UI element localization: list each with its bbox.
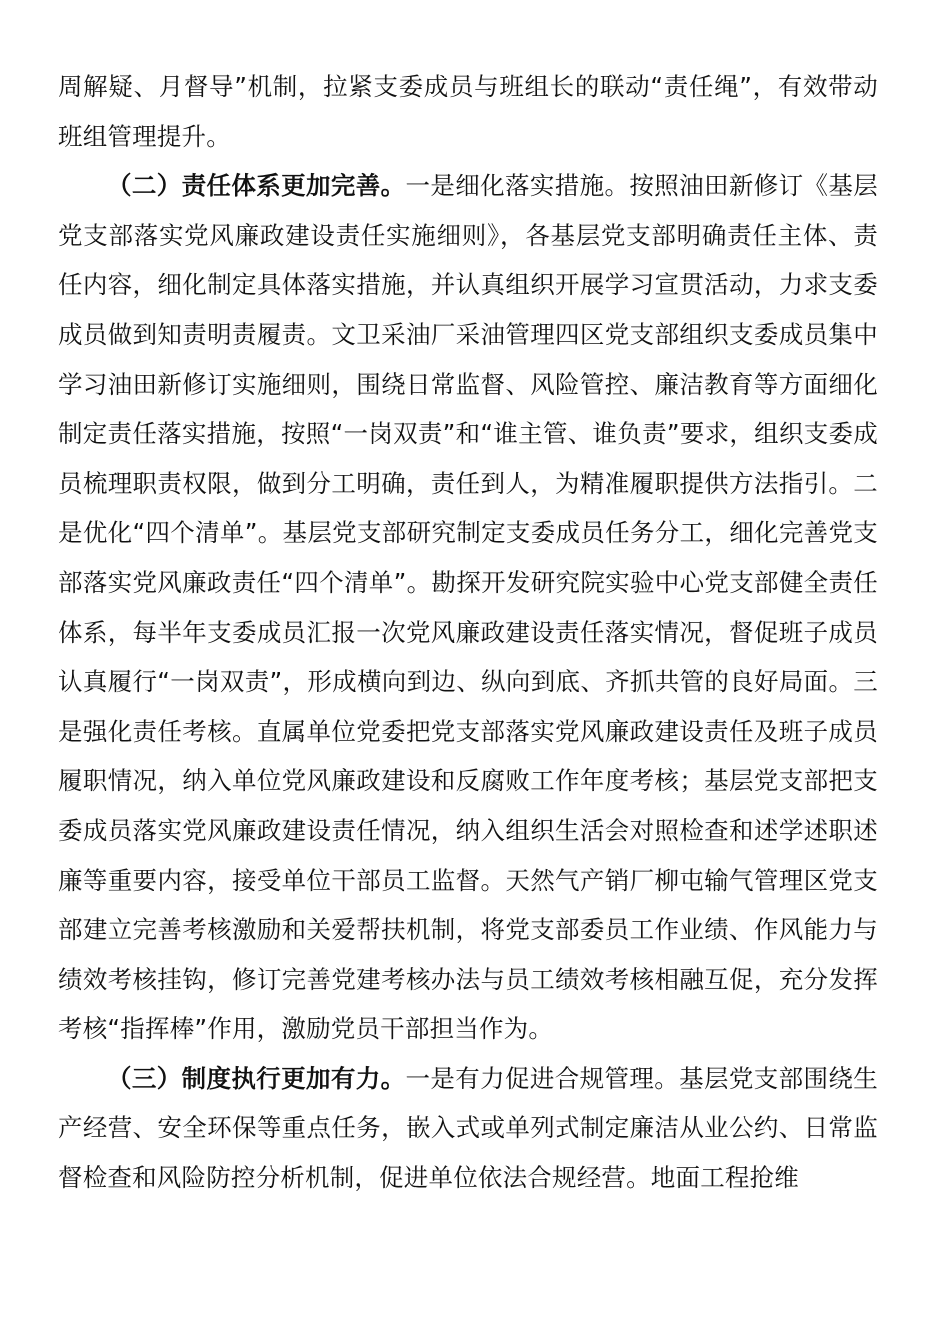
paragraph-text: 一是细化落实措施。按照油田新修订《基层党支部落实党风廉政建设责任实施细则》，各基层党支部明确责任主体、责任内容，细化制定具体落实措施，并认真组织开展学习宣贯活动，力求支委成员做到知责明责履责。文卫采油厂采油管理四区党支部组织支委成员集中学习油田新修订实施细则，围绕日常监督、风险管控、廉洁教育等方面细化制定责任落实措施，按照“一岗双责”和“谁主管、谁负责”要求，组织支委成员梳理职责权限，做到分工明确，责任到人，为精准履职提供方法指引。二是优化“四个清单”。基层党支部研究制定支委成员任务分工，细化完善党支部落实党风廉政责任“四个清单”。勘探开发研究院实验中心党支部健全责任体系，每半年支委成员汇报一次党风廉政建设责任落实情况，督促班子成员认真履行“一岗双责”，形成横向到边、纵向到底、齐抓共管的良好局面。三是强化责任考核。直属单位党委把党支部落实党风廉政建设责任及班子成员履职情况，纳入单位党风廉政建设和反腐败工作年度考核；基层党支部把支委成员落实党风廉政建设责任情况，纳入组织生活会对照检查和述学述职述廉等重要内容，接受单位干部员工监督。天然气产销厂柳屯输气管理区党支部建立完善考核激励和关爱帮扶机制，将党支部委员工作业绩、作风能力与绩效考核挂钩，修订完善党建考核办法与员工绩效考核相融互促，充分发挥考核“指挥棒”作用，激励党员干部担当作为。 — [58, 171, 878, 1044]
section-heading: （三）制度执行更加有力。 — [107, 1063, 406, 1093]
paragraph-section-3 — [58, 1054, 878, 1203]
document-page — [58, 62, 878, 1203]
section-heading: （二）责任体系更加完善。 — [107, 171, 406, 201]
paragraph-continuation — [58, 62, 878, 161]
paragraph-text: 一是有力促进合规管理。基层党支部围绕生产经营、安全环保等重点任务，嵌入式或单列式制定廉洁从业公约、日常监督检查和风险防控分析机制，促进单位依法合规经营。地面工程抢维 — [58, 1063, 878, 1193]
paragraph-section-2 — [58, 161, 878, 1054]
paragraph-text: 周解疑、月督导”机制，拉紧支委成员与班组长的联动“责任绳”，有效带动班组管理提升。 — [58, 72, 878, 151]
